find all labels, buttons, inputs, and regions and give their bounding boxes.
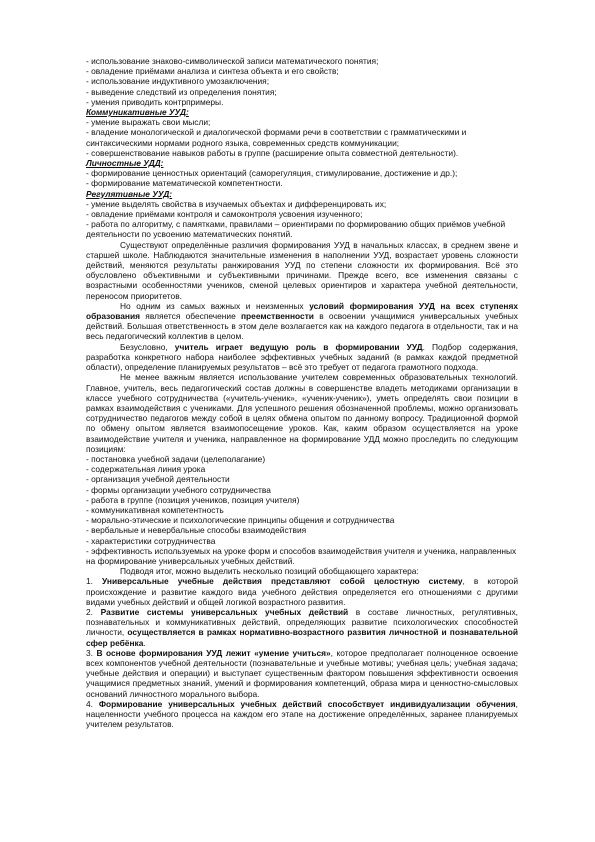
heading-regulatory: Регулятивные УУД: [86,188,173,199]
numbered-item-2 [86,607,518,648]
list-item: - умения приводить контрпримеры. [86,96,224,107]
paragraph-text: , которое предполагает полноценное освоение всех компонентов учебной деятельности (познавательные и учебные мотивы; учебная цель; учебная задача; учебные действия и операции) и выступает существенным фактором повышения эффективности освоения учащимися предметных знаний, умений и формирования компетенций, образа мира и ценностно-смысловых оснований личностного морального выбора. [86,647,519,699]
heading-personal: Личностные УДД: [86,158,164,169]
list-positions [86,454,518,566]
paragraph-summary-intro: Подводя итог, можно выделить несколько позиций обобщающего характера: [120,566,419,577]
heading-communicative: Коммуникативные УУД: [86,107,189,118]
paragraph-text: . Подбор содержания, разработка конкретного набора наиболее эффективных учебных заданий (в рамках каждой предметной области), определение планируемых результатов – всё это требует от педагога грамотного подхода. [86,341,518,373]
list-item: - морально-этические и психологические принципы общения и сотрудничества [86,515,395,526]
paragraph-continuity [86,301,518,342]
list-item: - использование знаково-символической записи математического понятия; [86,56,379,66]
list-item: - работа по алгоритму, с памятками, правилами – ориентирами по формированию общих приёмов учебной деятельности по усвоению математических понятий. [86,219,506,240]
emphasis-text: Универсальные учебные действия представляют собой целостную систему [102,576,463,587]
numbered-item-1 [86,576,518,607]
list-item: - овладение приёмами контроля и самоконтроля усвоения изученного; [86,209,363,220]
list-item: - работа в группе (позиция учеников, позиция учителя) [86,494,300,505]
list-regulatory [86,199,518,240]
paragraph-text: является обеспечение [140,311,241,322]
list-item: - эффективность используемых на уроке форм и способов взаимодействия учителя и ученика, направленных на формирование универсальных учебных действий. [86,545,517,566]
list-personal [86,168,518,188]
list-item: - владение монологической и диалогической формами речи в соответствии с грамматическими и синтаксическими нормами родного языка, современных средств коммуникации; [86,127,467,148]
paragraph-text: Безусловно, [120,341,175,352]
list-item: - формирование ценностных ориентаций (саморегуляция, стимулирование, достижение и др.); [86,168,458,179]
document-page [86,56,518,729]
paragraph-text: в освоении учащимися универсальных учебных действий. Большая ответственность в этом деле возлагается как на каждого педагога в отдельности, так и на весь педагогический коллектив в целом. [86,311,518,342]
item-number: 4. [86,698,99,709]
list-item: - умение выражать свои мысли; [86,117,211,128]
list-item: - организация учебной деятельности [86,474,230,485]
list-item: - вербальные и невербальные способы взаимодействия [86,525,307,536]
paragraph-text: . [143,637,146,648]
paragraph-text: Но одним из самых важных и неизменных [120,300,310,311]
emphasis-text: преемственности [241,311,314,322]
item-number: 2. [86,606,101,617]
paragraph-text: в составе личностных, регулятивных, познавательных и коммуникативных действий, определяющих развитие психологических способностей личности, [86,606,519,638]
list-item: - формирование математической компетентности. [86,178,283,189]
item-number: 1. [86,576,103,587]
paragraph-text: , в которой происхождение и развитие каждого вида учебного действия определяется его отношениями с другими видами учебных действий и общей логикой возрастного развития. [86,576,518,607]
list-item: - коммуникативная компетентность [86,504,224,515]
numbered-item-3 [86,648,518,699]
list-item: - постановка учебной задачи (целеполагание) [86,453,266,464]
emphasis-text: учитель играет ведущую роль в формировании УУД [174,341,423,352]
list-item: - совершенствование навыков работы в группе (расширение опыта совместной деятельности). [86,147,459,158]
paragraph-technologies: Не менее важным является использование учителем современных образовательных технологий. Главное, учитель, весь педагогический состав должны в совершенстве владеть методиками организации в классе учебного сотрудничества («учитель-ученик», «ученик-ученик»), уметь определять свои позиции в рамках взаимодействия с учениками. Для успешного решения обозначенной проблемы, можно организовать сотрудничество педагогов между собой в целях обмена опытом по данному вопросу. Традиционной формой по обмену опытом является взаимопосещение уроков. Как, каким образом осуществляется на уроке взаимодействие учителя и ученика, направленное на формирование УДД можно проследить по следующим позициям: [86,372,518,454]
list-item: - овладение приёмами анализа и синтеза объекта и его свойств; [86,66,339,77]
paragraph-text: , нацеленности учебного процесса на каждом его этапе на достижение определённых, заранее планируемых учителем результатов. [86,698,518,730]
list-item: - содержательная линия урока [86,464,206,475]
list-item: - выведение следствий из определения понятия; [86,86,277,97]
emphasis-text: Развитие системы универсальных учебных действий [100,606,349,617]
emphasis-text: осуществляется в рамках нормативно-возрастного развития личностной и познавательной сфер ребёнка [86,627,518,648]
list-item: - формы организации учебного сотрудничества [86,484,271,495]
paragraph-teacher-role [86,342,518,373]
item-number: 3. [86,647,97,658]
list-item: - использование индуктивного умозаключения; [86,76,270,87]
emphasis-text: В основе формирования УУД лежит «умение учиться» [96,647,331,658]
list-analysis [86,56,518,107]
list-item: - характеристики сотрудничества [86,535,216,546]
paragraph-differences: Существуют определённые различия формирования УУД в начальных классах, в среднем звене и старшей школе. Наблюдаются значительные изменения в наполнении УУД, возрастает уровень сложности действий, меняются результаты ранжирования УУД по степени сложности их формирования. Всё это обусловлено объективными и субъективными причинами. Прежде всего, все изменения связаны с возрастными особенностями учеников, сменой целевых ориентиров и характера учебной деятельности, переносом приоритетов. [86,239,518,301]
numbered-item-4 [86,699,518,730]
list-communicative [86,117,518,158]
emphasis-text: условий формирования УУД на всех ступенях образования [86,300,518,322]
emphasis-text: Формирование универсальных учебных действий способствует индивидуализации обучения [98,698,516,709]
list-item: - умение выделять свойства в изучаемых объектах и дифференцировать их; [86,198,387,209]
